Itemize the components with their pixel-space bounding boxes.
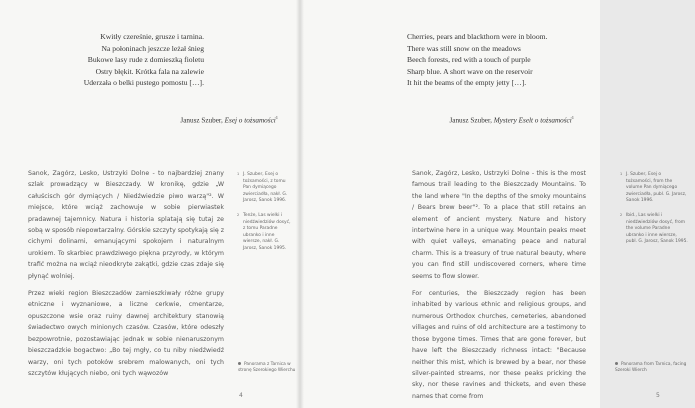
poem-line: Bukowe lasy rude z domieszką fioletu xyxy=(87,55,204,65)
poem-line: There was still snow on the meadows xyxy=(407,43,521,53)
poem-attribution xyxy=(180,115,278,124)
paragraph: For centuries, the Bieszczady region has been inhabited by various ethnic and religious groups, and numerous Orthodox churches, cemeteries, abandoned villages and ruins of old architecture are a testimony to those bygone times. Times that are gone forever, but have left the Bieszczady richness intact: "Because neither this mist, which is brewed by a bear, nor these silver-painted streams, nor these peaks pricking the sky, nor these ravines and thickets, and even these names that come from xyxy=(412,290,586,400)
poem-line: It hit the beams of the empty jetty […]. xyxy=(407,78,527,88)
footnotes-english xyxy=(620,172,688,254)
caption-text: Panorama from Tarnica, facing Szeroki Wierch xyxy=(615,362,687,374)
footnote xyxy=(620,213,688,246)
paragraph: Sanok, Zagórz, Lesko, Ustrzyki Dolne - to najbardziej znany szlak prowadzący w Bieszczady. W kronikę, gdzie „W całuścisch gór dymiących / Niedźwiedzie piwo warzą"². W miejsce, które wciąż zachowuje w sobie pierwiastek pradawnej tajemnicy. Natura i historia splatają się tutaj ze sobą w sposób niepowtarzalny. Górskie szczyty spotykają się z cichymi dolinami, emanującymi spokojem i naturalnym urokiem. To skarbiec prawdziwego piękna przyrody, w którym trafić można na wciąż nieodkryte zakątki, gdzie czas zdaje się płynąć wolniej. xyxy=(28,170,224,280)
attribution-author: Janusz Szuber, xyxy=(180,116,223,125)
footnote-text: J. Szuber, Esej o tożsamości, from the volume Pan dymiącego zwierciadła, publ. G. Jarosz, Sanok 1996. xyxy=(626,172,687,204)
attribution-author: Janusz Szuber, xyxy=(449,116,492,125)
photo-caption-polish xyxy=(238,362,298,375)
poem-attribution xyxy=(449,115,574,124)
left-page xyxy=(0,0,300,408)
photo-caption-english xyxy=(615,362,695,375)
attribution-ref: 1 xyxy=(275,115,278,120)
poem-line: Ostry błękit. Krótka fala na zalewie xyxy=(95,66,204,76)
caption-text: Panorama z Tarnica w stronę Szerokiego Wierchu xyxy=(238,362,296,374)
poem-line: Beech forests, red with a touch of purple xyxy=(407,55,531,65)
poem-english xyxy=(407,31,577,89)
bullet-icon xyxy=(238,362,241,365)
poem-polish xyxy=(44,31,204,89)
attribution-ref: 1 xyxy=(571,115,574,120)
footnote xyxy=(237,213,293,253)
footnote xyxy=(237,172,293,205)
attribution-title: Mystery Eselt o tożsamości xyxy=(493,116,572,125)
footnote-text: Ibid., Las wielki i niedźwiedziów dosyć, from the volume Paradne ubranko i inne wiersze, publ. G. Jarosz, Sanok 1995. xyxy=(626,212,688,245)
poem-line: Sharp blue. A short wave on the reservoir xyxy=(407,66,533,76)
paragraph: Przez wieki region Bieszczadów zamieszkiwały różne grupy etniczne i wyznaniowe, a liczne cerkwie, cmentarze, opuszczone wsie oraz ruiny dawnej architektury stanowią świadectwo owych minionych czasów. Czasów, które odeszły bezpowrotnie, pozostawiając jednak w sobie nienaruszonym bieszczadzkie bogactwo: „Bo tej mgły, co tu niby niedźwiedź warzy, oni tych potoków srebrem malowanych, oni tych szczytów kłujących niebo, oni tych wąwozów xyxy=(28,290,224,377)
poem-line: Na połoninach jeszcze leżał śnieg xyxy=(101,43,204,53)
poem-line: Kwitły czereśnie, grusze i tarnina. xyxy=(100,32,204,41)
body-text-english xyxy=(412,168,586,408)
footnote-text: Tenże, Las wielki i niedźwiedziów dosyć, z tomu Paradne ubranko i inne wiersze, nakł. G. Jarosz, Sanok 1995. xyxy=(243,212,291,251)
book-gutter xyxy=(296,0,304,408)
footnote-number: 1 xyxy=(620,172,623,176)
footnote xyxy=(620,172,688,205)
footnote-number: 2 xyxy=(620,212,623,217)
poem-line: Uderzała o belki pustego pomostu […]. xyxy=(83,78,204,88)
body-text-polish xyxy=(28,168,224,385)
page-number: 5 xyxy=(656,392,660,399)
footnote-number: 2 xyxy=(237,212,240,217)
poem-line: Cherries, pears and blackthorn were in bloom. xyxy=(407,32,548,41)
footnote-text: J. Szuber, Esej o tożsamości, z tomu Pan dymiącego zwierciadła, nakł. G. Jarosz, Sanok 1996. xyxy=(243,172,288,204)
footnote-number: 1 xyxy=(237,172,240,176)
attribution-title: Esej o tożsamości xyxy=(224,116,276,125)
bullet-icon xyxy=(615,362,618,365)
paragraph: Sanok, Zagórz, Lesko, Ustrzyki Dolne - this is the most famous trail leading to the Bieszczady Mountains. To the land where "In the depths of the smoky mountains / Bears brew beer"². To a place that still retains an element of ancient mystery. Nature and history intertwine here in a unique way. Mountain peaks meet with quiet valleys, emanating peace and natural charm. This is a treasury of true natural beauty, where you can find still undiscovered corners, where time seems to flow slower. xyxy=(412,170,586,280)
footnotes-polish xyxy=(237,172,293,261)
page-number: 4 xyxy=(239,392,243,399)
